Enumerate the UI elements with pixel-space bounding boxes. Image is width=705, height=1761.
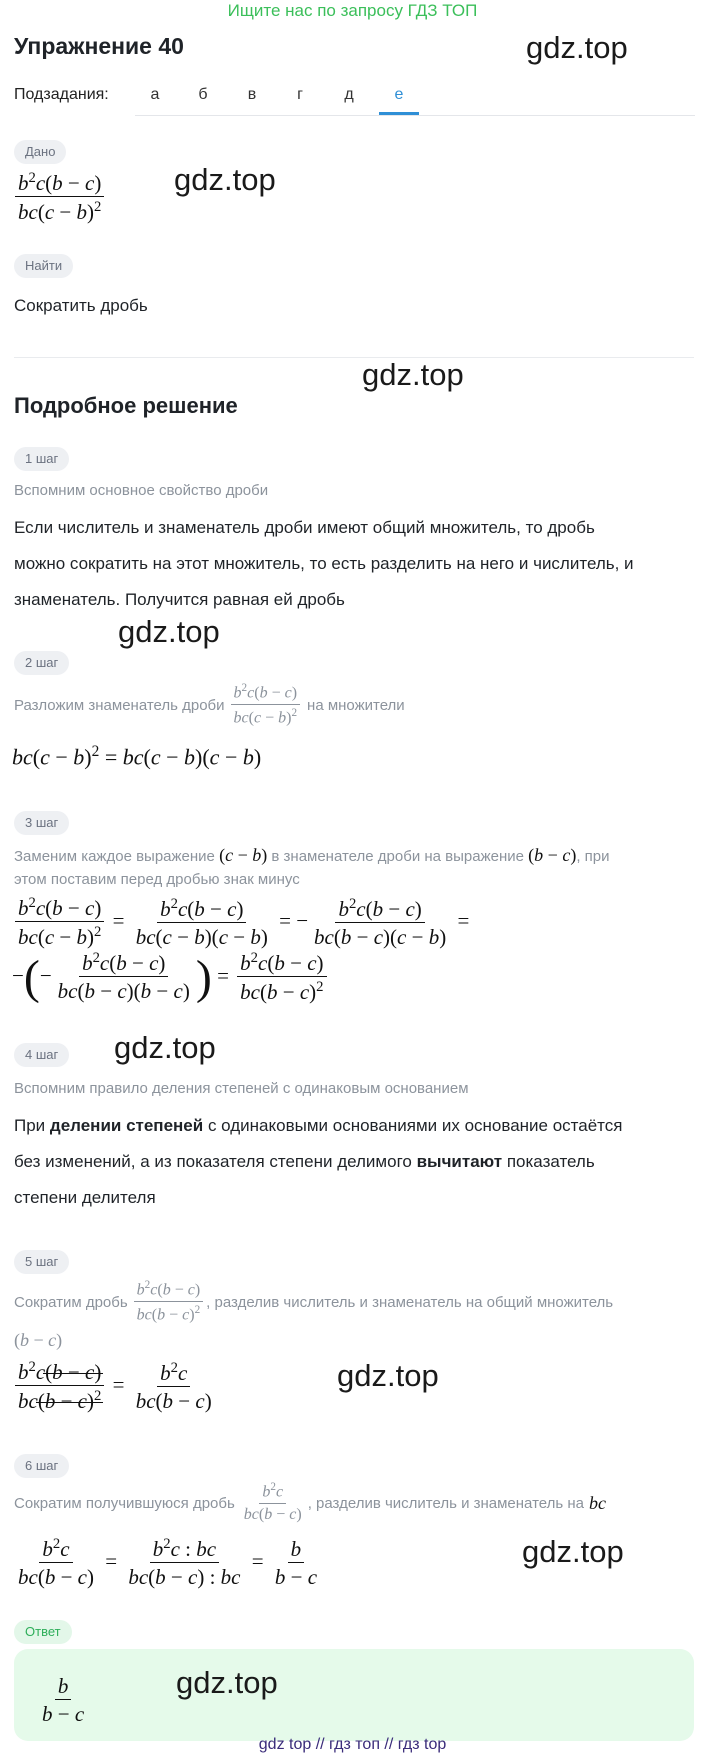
step-5-equation: $\frac{b^2c(b - c)}{bc(b - c)^2}$ = $\frac{b^2c}{bc(b - c)}$	[12, 1360, 218, 1413]
answer-badge	[14, 1620, 72, 1644]
step-4-text-line-1	[14, 1108, 622, 1144]
step-3-hint-c: , при	[576, 848, 610, 865]
step-1-text-line-2: можно сократить на этот множитель, то есть разделить на него и числитель, и	[14, 554, 634, 573]
divider	[14, 357, 694, 358]
tab-d[interactable]: д	[344, 86, 354, 103]
given-expression: $\frac{b^2c(b - c)}{bc(c - b)^2}$	[12, 171, 107, 224]
find-text: Сократить дробь	[14, 296, 148, 315]
step-1-text-line-3: знаменатель. Получится равная ей дробь	[14, 590, 345, 609]
step-6-badge	[14, 1454, 69, 1478]
top-banner[interactable]: Ищите нас по запросу ГДЗ ТОП	[227, 1, 478, 20]
step-1-badge	[14, 447, 69, 471]
tab-a[interactable]: а	[150, 86, 160, 103]
step-6-hint-before: Сократим получившуюся дробь	[14, 1494, 235, 1512]
step-3-hint-b: в знаменателе дроби на выражение	[271, 848, 524, 865]
step-6-hint: Сократим получившуюся дробь $\frac{b^2c}{bc(b - c)}$ , разделив числитель и знаменатель на bc	[14, 1481, 606, 1524]
step-5-pill: 5 шаг	[14, 1250, 69, 1274]
given-pill: Дано	[14, 140, 66, 164]
watermark: gdz.top	[118, 614, 220, 649]
watermark: gdz.top	[526, 30, 628, 65]
step-3-pill: 3 шаг	[14, 811, 69, 835]
step-2-hint: Разложим знаменатель дроби $\frac{b^2c(b - c)}{bc(c - b)^2}$ на множители	[14, 682, 405, 727]
step-2-equation: $bc(c - b)^2 = bc(c - b)(c - b)$	[12, 743, 262, 770]
step-4-pill: 4 шаг	[14, 1043, 69, 1067]
step-4-hint: Вспомним правило деления степеней с одинаковым основанием	[14, 1080, 469, 1097]
find-pill: Найти	[14, 254, 73, 278]
step-4-l2-a: без изменений, а из показателя степени делимого	[14, 1152, 412, 1171]
step-4-text-line-2	[14, 1144, 595, 1180]
step-5-hint-factor: (b − c)	[14, 1330, 63, 1350]
step-3-hint-a: Заменим каждое выражение	[14, 848, 215, 865]
find-badge	[14, 254, 73, 278]
watermark: gdz.top	[362, 357, 464, 392]
step-3-hint-line-2: этом поставим перед дробью знак минус	[14, 871, 300, 888]
step-4-l1-a: При	[14, 1116, 46, 1135]
footer-links[interactable]: gdz top // гдз топ // гдз top	[258, 1736, 447, 1753]
step-4-l2-b: показатель	[506, 1152, 595, 1171]
step-5-hint: Сократим дробь $\frac{b^2c(b - c)}{bc(b - c)^2}$ , разделив числитель и знаменатель на общий множитель	[14, 1279, 614, 1324]
tab-e[interactable]: е	[379, 76, 419, 115]
solution-title: Подробное решение	[14, 393, 238, 418]
step-3-equation-line-2: −(− $\frac{b^2c(b - c)}{bc(b - c)(b - c)}$ ) = $\frac{b^2c(b - c)}{bc(b - c)^2}$	[12, 950, 330, 1005]
step-1-pill: 1 шаг	[14, 447, 69, 471]
step-3-badge	[14, 811, 69, 835]
step-2-hint-after: на множители	[307, 696, 405, 714]
tab-v[interactable]: в	[247, 86, 257, 103]
tab-b[interactable]: б	[198, 86, 208, 103]
step-6-hint-after: , разделив числитель и знаменатель на	[307, 1494, 584, 1512]
watermark: gdz.top	[337, 1358, 439, 1393]
step-3-equation-line-1: $\frac{b^2c(b - c)}{bc(c - b)^2}$ = $\frac{b^2c(b - c)}{bc(c - b)(c - b)}$ = − $\frac{b^2c(b - c)}{bc(b - c)(c - b)}$ =	[12, 896, 469, 949]
step-5-badge	[14, 1250, 69, 1274]
answer-box	[14, 1649, 694, 1741]
page-title: Упражнение 40	[14, 33, 184, 59]
given-badge	[14, 140, 66, 164]
step-4-badge	[14, 1043, 69, 1067]
step-1-text-line-1: Если числитель и знаменатель дроби имеют общий множитель, то дробь	[14, 518, 595, 537]
tab-g[interactable]: г	[297, 86, 303, 103]
step-4-l2-bold: вычитают	[416, 1152, 503, 1171]
step-6-pill: 6 шаг	[14, 1454, 69, 1478]
step-1-hint: Вспомним основное свойство дроби	[14, 482, 269, 499]
answer-expression: $\frac{b}{b - c}$	[42, 1674, 85, 1727]
answer-pill: Ответ	[14, 1620, 72, 1644]
step-6-equation: $\frac{b^2c}{bc(b - c)}$ = $\frac{b^2c : bc}{bc(b - c) : bc}$ = $\frac{b}{b - c}$	[18, 1536, 318, 1590]
subtask-tabs	[135, 76, 695, 116]
watermark: gdz.top	[174, 162, 276, 197]
step-5-hint-before: Сократим дробь	[14, 1293, 128, 1311]
step-4-l1-bold: делении степеней	[49, 1116, 204, 1135]
step-5-hint-after: , разделив числитель и знаменатель на общий множитель	[206, 1293, 614, 1311]
step-4-text-line-3: степени делителя	[14, 1188, 156, 1207]
watermark: gdz.top	[522, 1534, 624, 1569]
step-2-pill: 2 шаг	[14, 651, 69, 675]
step-2-badge	[14, 651, 69, 675]
watermark: gdz.top	[176, 1665, 278, 1700]
watermark: gdz.top	[114, 1030, 216, 1065]
step-2-hint-before: Разложим знаменатель дроби	[14, 696, 225, 714]
subtasks-label: Подзадания:	[14, 86, 109, 103]
step-3-hint-line-1: Заменим каждое выражение (c − b) в знаменателе дроби на выражение (b − c), при	[14, 845, 610, 865]
step-4-l1-b: с одинаковыми основаниями их основание остаётся	[207, 1116, 623, 1135]
